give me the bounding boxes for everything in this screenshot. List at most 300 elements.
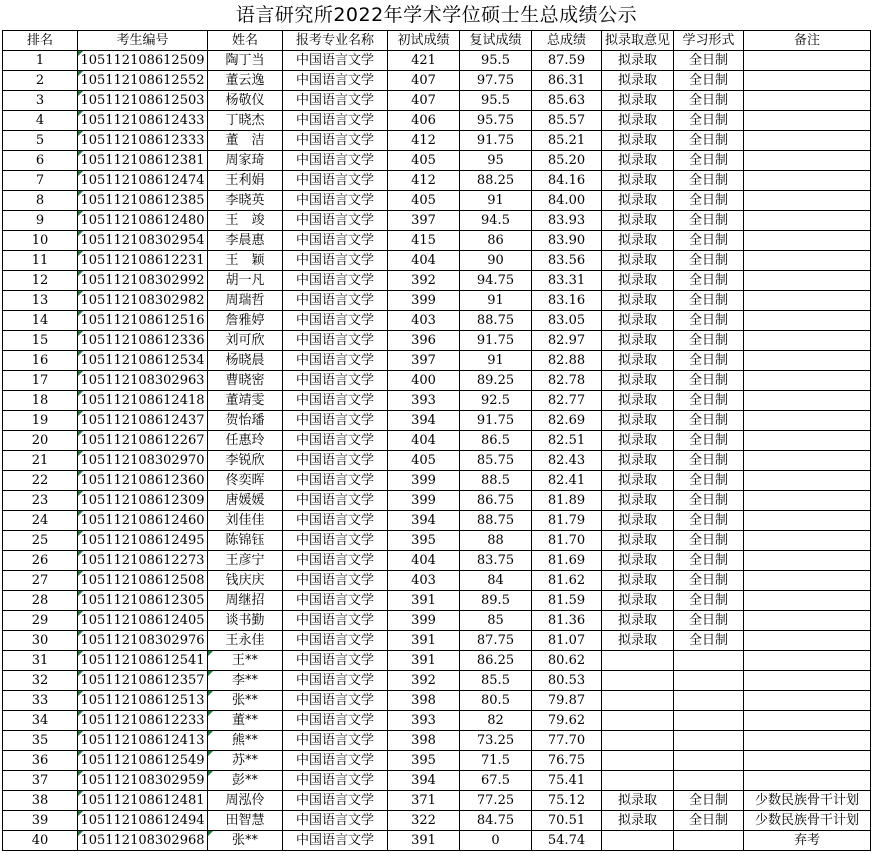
name-cell: 谈书勤 bbox=[208, 611, 283, 631]
retest-score-cell: 91.75 bbox=[460, 331, 532, 351]
total-score-cell: 85.20 bbox=[532, 151, 602, 171]
major-cell: 中国语言文学 bbox=[283, 211, 388, 231]
admission-cell: 拟录取 bbox=[602, 111, 674, 131]
study-mode-cell bbox=[674, 691, 744, 711]
name-cell: 杨敬仪 bbox=[208, 91, 283, 111]
study-mode-cell: 全日制 bbox=[674, 631, 744, 651]
admission-cell: 拟录取 bbox=[602, 391, 674, 411]
remarks-cell bbox=[744, 51, 871, 71]
remarks-cell bbox=[744, 251, 871, 271]
total-score-cell: 83.93 bbox=[532, 211, 602, 231]
total-score-cell: 82.69 bbox=[532, 411, 602, 431]
name-cell: 王永佳 bbox=[208, 631, 283, 651]
initial-score-cell: 394 bbox=[388, 771, 460, 791]
candidate-id-cell: 105112108612509 bbox=[78, 51, 208, 71]
table-row bbox=[3, 631, 871, 651]
initial-score-cell: 396 bbox=[388, 331, 460, 351]
table-row bbox=[3, 71, 871, 91]
admission-cell: 拟录取 bbox=[602, 611, 674, 631]
name-cell: 彭** bbox=[208, 771, 283, 791]
name-cell: 任惠玲 bbox=[208, 431, 283, 451]
rank-cell: 32 bbox=[3, 671, 78, 691]
major-cell: 中国语言文学 bbox=[283, 671, 388, 691]
total-score-cell: 70.51 bbox=[532, 811, 602, 831]
initial-score-cell: 399 bbox=[388, 471, 460, 491]
major-cell: 中国语言文学 bbox=[283, 651, 388, 671]
total-score-cell: 81.89 bbox=[532, 491, 602, 511]
remarks-cell bbox=[744, 411, 871, 431]
major-cell: 中国语言文学 bbox=[283, 391, 388, 411]
initial-score-cell: 405 bbox=[388, 451, 460, 471]
study-mode-cell: 全日制 bbox=[674, 311, 744, 331]
remarks-cell bbox=[744, 551, 871, 571]
major-cell: 中国语言文学 bbox=[283, 831, 388, 851]
total-score-cell: 81.70 bbox=[532, 531, 602, 551]
study-mode-cell: 全日制 bbox=[674, 111, 744, 131]
total-score-cell: 54.74 bbox=[532, 831, 602, 851]
name-cell: 王 竣 bbox=[208, 211, 283, 231]
table-row bbox=[3, 671, 871, 691]
admission-cell: 拟录取 bbox=[602, 351, 674, 371]
name-cell: 胡一凡 bbox=[208, 271, 283, 291]
rank-cell: 22 bbox=[3, 471, 78, 491]
study-mode-cell: 全日制 bbox=[674, 571, 744, 591]
candidate-id-cell: 105112108612495 bbox=[78, 531, 208, 551]
rank-cell: 2 bbox=[3, 71, 78, 91]
study-mode-cell: 全日制 bbox=[674, 231, 744, 251]
admission-cell: 拟录取 bbox=[602, 571, 674, 591]
retest-score-cell: 77.25 bbox=[460, 791, 532, 811]
study-mode-cell: 全日制 bbox=[674, 551, 744, 571]
rank-cell: 4 bbox=[3, 111, 78, 131]
total-score-cell: 83.56 bbox=[532, 251, 602, 271]
rank-cell: 33 bbox=[3, 691, 78, 711]
candidate-id-cell: 105112108302982 bbox=[78, 291, 208, 311]
candidate-id-cell: 105112108612552 bbox=[78, 71, 208, 91]
total-score-cell: 77.70 bbox=[532, 731, 602, 751]
name-cell: 丁晓杰 bbox=[208, 111, 283, 131]
major-cell: 中国语言文学 bbox=[283, 271, 388, 291]
remarks-cell bbox=[744, 691, 871, 711]
total-score-cell: 85.21 bbox=[532, 131, 602, 151]
rank-cell: 24 bbox=[3, 511, 78, 531]
total-score-cell: 85.63 bbox=[532, 91, 602, 111]
study-mode-cell: 全日制 bbox=[674, 131, 744, 151]
major-cell: 中国语言文学 bbox=[283, 551, 388, 571]
remarks-cell bbox=[744, 271, 871, 291]
candidate-id-cell: 105112108612273 bbox=[78, 551, 208, 571]
candidate-id-cell: 105112108612233 bbox=[78, 711, 208, 731]
study-mode-cell: 全日制 bbox=[674, 451, 744, 471]
col-header-remarks: 备注 bbox=[744, 31, 871, 51]
rank-cell: 14 bbox=[3, 311, 78, 331]
table-row bbox=[3, 551, 871, 571]
admission-cell: 拟录取 bbox=[602, 311, 674, 331]
remarks-cell bbox=[744, 131, 871, 151]
retest-score-cell: 97.75 bbox=[460, 71, 532, 91]
admission-cell: 拟录取 bbox=[602, 431, 674, 451]
remarks-cell bbox=[744, 611, 871, 631]
rank-cell: 34 bbox=[3, 711, 78, 731]
retest-score-cell: 85.5 bbox=[460, 671, 532, 691]
study-mode-cell bbox=[674, 651, 744, 671]
major-cell: 中国语言文学 bbox=[283, 351, 388, 371]
rank-cell: 17 bbox=[3, 371, 78, 391]
total-score-cell: 76.75 bbox=[532, 751, 602, 771]
table-row bbox=[3, 611, 871, 631]
col-header-retest-score: 复试成绩 bbox=[460, 31, 532, 51]
rank-cell: 20 bbox=[3, 431, 78, 451]
candidate-id-cell: 105112108612413 bbox=[78, 731, 208, 751]
admission-cell: 拟录取 bbox=[602, 251, 674, 271]
study-mode-cell: 全日制 bbox=[674, 371, 744, 391]
admission-cell bbox=[602, 691, 674, 711]
admission-cell: 拟录取 bbox=[602, 551, 674, 571]
study-mode-cell: 全日制 bbox=[674, 271, 744, 291]
table-header-row bbox=[3, 31, 871, 51]
admission-cell bbox=[602, 711, 674, 731]
major-cell: 中国语言文学 bbox=[283, 71, 388, 91]
table-row bbox=[3, 211, 871, 231]
rank-cell: 13 bbox=[3, 291, 78, 311]
major-cell: 中国语言文学 bbox=[283, 791, 388, 811]
name-cell: 张** bbox=[208, 691, 283, 711]
candidate-id-cell: 105112108612541 bbox=[78, 651, 208, 671]
total-score-cell: 82.77 bbox=[532, 391, 602, 411]
name-cell: 李锐欣 bbox=[208, 451, 283, 471]
rank-cell: 29 bbox=[3, 611, 78, 631]
study-mode-cell: 全日制 bbox=[674, 471, 744, 491]
table-row bbox=[3, 731, 871, 751]
retest-score-cell: 88.25 bbox=[460, 171, 532, 191]
rank-cell: 3 bbox=[3, 91, 78, 111]
retest-score-cell: 95.5 bbox=[460, 91, 532, 111]
admission-cell: 拟录取 bbox=[602, 791, 674, 811]
name-cell: 刘可欣 bbox=[208, 331, 283, 351]
admission-cell bbox=[602, 751, 674, 771]
admission-cell: 拟录取 bbox=[602, 51, 674, 71]
candidate-id-cell: 105112108612508 bbox=[78, 571, 208, 591]
col-header-admission: 拟录取意见 bbox=[602, 31, 674, 51]
candidate-id-cell: 105112108302970 bbox=[78, 451, 208, 471]
retest-score-cell: 95 bbox=[460, 151, 532, 171]
retest-score-cell: 88 bbox=[460, 531, 532, 551]
name-cell: 王 颖 bbox=[208, 251, 283, 271]
major-cell: 中国语言文学 bbox=[283, 91, 388, 111]
initial-score-cell: 407 bbox=[388, 91, 460, 111]
total-score-cell: 84.00 bbox=[532, 191, 602, 211]
remarks-cell bbox=[744, 311, 871, 331]
table-row bbox=[3, 591, 871, 611]
admission-cell: 拟录取 bbox=[602, 271, 674, 291]
rank-cell: 18 bbox=[3, 391, 78, 411]
table-row bbox=[3, 271, 871, 291]
retest-score-cell: 86.75 bbox=[460, 491, 532, 511]
initial-score-cell: 400 bbox=[388, 371, 460, 391]
total-score-cell: 87.59 bbox=[532, 51, 602, 71]
retest-score-cell: 88.75 bbox=[460, 311, 532, 331]
study-mode-cell: 全日制 bbox=[674, 491, 744, 511]
admission-cell bbox=[602, 831, 674, 851]
name-cell: 周家琦 bbox=[208, 151, 283, 171]
initial-score-cell: 391 bbox=[388, 651, 460, 671]
retest-score-cell: 91 bbox=[460, 191, 532, 211]
name-cell: 董云逸 bbox=[208, 71, 283, 91]
name-cell: 刘佳佳 bbox=[208, 511, 283, 531]
remarks-cell bbox=[744, 531, 871, 551]
admission-cell bbox=[602, 651, 674, 671]
initial-score-cell: 393 bbox=[388, 391, 460, 411]
table-row bbox=[3, 391, 871, 411]
study-mode-cell: 全日制 bbox=[674, 331, 744, 351]
remarks-cell bbox=[744, 91, 871, 111]
admission-cell bbox=[602, 771, 674, 791]
study-mode-cell bbox=[674, 671, 744, 691]
table-row bbox=[3, 191, 871, 211]
initial-score-cell: 405 bbox=[388, 151, 460, 171]
rank-cell: 8 bbox=[3, 191, 78, 211]
admission-cell: 拟录取 bbox=[602, 211, 674, 231]
name-cell: 王** bbox=[208, 651, 283, 671]
total-score-cell: 82.43 bbox=[532, 451, 602, 471]
table-row bbox=[3, 91, 871, 111]
total-score-cell: 83.16 bbox=[532, 291, 602, 311]
remarks-cell bbox=[744, 471, 871, 491]
table-row bbox=[3, 371, 871, 391]
retest-score-cell: 90 bbox=[460, 251, 532, 271]
rank-cell: 36 bbox=[3, 751, 78, 771]
total-score-cell: 82.97 bbox=[532, 331, 602, 351]
admission-cell bbox=[602, 671, 674, 691]
name-cell: 陈锦钰 bbox=[208, 531, 283, 551]
table-row bbox=[3, 51, 871, 71]
total-score-cell: 84.16 bbox=[532, 171, 602, 191]
col-header-study-mode: 学习形式 bbox=[674, 31, 744, 51]
study-mode-cell: 全日制 bbox=[674, 611, 744, 631]
remarks-cell bbox=[744, 71, 871, 91]
initial-score-cell: 394 bbox=[388, 411, 460, 431]
retest-score-cell: 89.5 bbox=[460, 591, 532, 611]
rank-cell: 25 bbox=[3, 531, 78, 551]
name-cell: 周泓伶 bbox=[208, 791, 283, 811]
initial-score-cell: 398 bbox=[388, 691, 460, 711]
candidate-id-cell: 105112108612460 bbox=[78, 511, 208, 531]
admission-cell: 拟录取 bbox=[602, 131, 674, 151]
candidate-id-cell: 105112108612360 bbox=[78, 471, 208, 491]
initial-score-cell: 391 bbox=[388, 831, 460, 851]
study-mode-cell: 全日制 bbox=[674, 71, 744, 91]
col-header-name: 姓名 bbox=[208, 31, 283, 51]
major-cell: 中国语言文学 bbox=[283, 151, 388, 171]
remarks-cell bbox=[744, 231, 871, 251]
major-cell: 中国语言文学 bbox=[283, 471, 388, 491]
retest-score-cell: 91.75 bbox=[460, 411, 532, 431]
table-row bbox=[3, 431, 871, 451]
rank-cell: 35 bbox=[3, 731, 78, 751]
candidate-id-cell: 105112108612481 bbox=[78, 791, 208, 811]
total-score-cell: 80.62 bbox=[532, 651, 602, 671]
study-mode-cell: 全日制 bbox=[674, 151, 744, 171]
candidate-id-cell: 105112108612405 bbox=[78, 611, 208, 631]
major-cell: 中国语言文学 bbox=[283, 611, 388, 631]
name-cell: 田智慧 bbox=[208, 811, 283, 831]
rank-cell: 39 bbox=[3, 811, 78, 831]
total-score-cell: 81.69 bbox=[532, 551, 602, 571]
admission-cell: 拟录取 bbox=[602, 371, 674, 391]
total-score-cell: 79.62 bbox=[532, 711, 602, 731]
rank-cell: 9 bbox=[3, 211, 78, 231]
admission-cell: 拟录取 bbox=[602, 591, 674, 611]
candidate-id-cell: 105112108612503 bbox=[78, 91, 208, 111]
retest-score-cell: 73.25 bbox=[460, 731, 532, 751]
study-mode-cell bbox=[674, 711, 744, 731]
study-mode-cell: 全日制 bbox=[674, 191, 744, 211]
rank-cell: 10 bbox=[3, 231, 78, 251]
initial-score-cell: 415 bbox=[388, 231, 460, 251]
retest-score-cell: 88.5 bbox=[460, 471, 532, 491]
total-score-cell: 82.78 bbox=[532, 371, 602, 391]
rank-cell: 21 bbox=[3, 451, 78, 471]
candidate-id-cell: 105112108612309 bbox=[78, 491, 208, 511]
retest-score-cell: 0 bbox=[460, 831, 532, 851]
initial-score-cell: 394 bbox=[388, 511, 460, 531]
total-score-cell: 82.88 bbox=[532, 351, 602, 371]
major-cell: 中国语言文学 bbox=[283, 331, 388, 351]
study-mode-cell: 全日制 bbox=[674, 291, 744, 311]
retest-score-cell: 86.25 bbox=[460, 651, 532, 671]
major-cell: 中国语言文学 bbox=[283, 531, 388, 551]
rank-cell: 27 bbox=[3, 571, 78, 591]
remarks-cell bbox=[744, 351, 871, 371]
initial-score-cell: 398 bbox=[388, 731, 460, 751]
rank-cell: 6 bbox=[3, 151, 78, 171]
initial-score-cell: 395 bbox=[388, 751, 460, 771]
table-row bbox=[3, 351, 871, 371]
remarks-cell bbox=[744, 191, 871, 211]
total-score-cell: 86.31 bbox=[532, 71, 602, 91]
col-header-rank: 排名 bbox=[3, 31, 78, 51]
initial-score-cell: 391 bbox=[388, 631, 460, 651]
major-cell: 中国语言文学 bbox=[283, 491, 388, 511]
major-cell: 中国语言文学 bbox=[283, 51, 388, 71]
admission-cell: 拟录取 bbox=[602, 811, 674, 831]
retest-score-cell: 87.75 bbox=[460, 631, 532, 651]
rank-cell: 38 bbox=[3, 791, 78, 811]
retest-score-cell: 85.75 bbox=[460, 451, 532, 471]
name-cell: 张** bbox=[208, 831, 283, 851]
table-row bbox=[3, 531, 871, 551]
table-row bbox=[3, 411, 871, 431]
major-cell: 中国语言文学 bbox=[283, 191, 388, 211]
score-table bbox=[2, 30, 871, 851]
remarks-cell bbox=[744, 511, 871, 531]
initial-score-cell: 412 bbox=[388, 131, 460, 151]
retest-score-cell: 91 bbox=[460, 351, 532, 371]
table-row bbox=[3, 471, 871, 491]
name-cell: 钱庆庆 bbox=[208, 571, 283, 591]
major-cell: 中国语言文学 bbox=[283, 771, 388, 791]
admission-cell: 拟录取 bbox=[602, 71, 674, 91]
total-score-cell: 81.62 bbox=[532, 571, 602, 591]
major-cell: 中国语言文学 bbox=[283, 691, 388, 711]
candidate-id-cell: 105112108612480 bbox=[78, 211, 208, 231]
name-cell: 王彦宁 bbox=[208, 551, 283, 571]
name-cell: 佟奕晖 bbox=[208, 471, 283, 491]
candidate-id-cell: 105112108612305 bbox=[78, 591, 208, 611]
study-mode-cell bbox=[674, 731, 744, 751]
major-cell: 中国语言文学 bbox=[283, 311, 388, 331]
initial-score-cell: 404 bbox=[388, 251, 460, 271]
remarks-cell bbox=[744, 211, 871, 231]
admission-cell: 拟录取 bbox=[602, 411, 674, 431]
table-row bbox=[3, 571, 871, 591]
total-score-cell: 79.87 bbox=[532, 691, 602, 711]
table-row bbox=[3, 111, 871, 131]
remarks-cell bbox=[744, 291, 871, 311]
study-mode-cell: 全日制 bbox=[674, 351, 744, 371]
rank-cell: 26 bbox=[3, 551, 78, 571]
total-score-cell: 75.41 bbox=[532, 771, 602, 791]
initial-score-cell: 399 bbox=[388, 291, 460, 311]
table-row bbox=[3, 231, 871, 251]
table-row bbox=[3, 511, 871, 531]
total-score-cell: 81.59 bbox=[532, 591, 602, 611]
table-row bbox=[3, 751, 871, 771]
candidate-id-cell: 105112108612474 bbox=[78, 171, 208, 191]
candidate-id-cell: 105112108302963 bbox=[78, 371, 208, 391]
initial-score-cell: 371 bbox=[388, 791, 460, 811]
table-row bbox=[3, 491, 871, 511]
table-row bbox=[3, 131, 871, 151]
initial-score-cell: 393 bbox=[388, 711, 460, 731]
table-row bbox=[3, 451, 871, 471]
rank-cell: 31 bbox=[3, 651, 78, 671]
retest-score-cell: 84.75 bbox=[460, 811, 532, 831]
table-row bbox=[3, 831, 871, 851]
admission-cell: 拟录取 bbox=[602, 91, 674, 111]
table-row bbox=[3, 171, 871, 191]
table-row bbox=[3, 811, 871, 831]
total-score-cell: 81.36 bbox=[532, 611, 602, 631]
initial-score-cell: 421 bbox=[388, 51, 460, 71]
total-score-cell: 82.41 bbox=[532, 471, 602, 491]
total-score-cell: 75.12 bbox=[532, 791, 602, 811]
initial-score-cell: 399 bbox=[388, 611, 460, 631]
rank-cell: 11 bbox=[3, 251, 78, 271]
candidate-id-cell: 105112108302976 bbox=[78, 631, 208, 651]
initial-score-cell: 406 bbox=[388, 111, 460, 131]
study-mode-cell: 全日制 bbox=[674, 391, 744, 411]
retest-score-cell: 94.5 bbox=[460, 211, 532, 231]
candidate-id-cell: 105112108302968 bbox=[78, 831, 208, 851]
col-header-candidate-id: 考生编号 bbox=[78, 31, 208, 51]
remarks-cell bbox=[744, 651, 871, 671]
table-row bbox=[3, 331, 871, 351]
col-header-initial-score: 初试成绩 bbox=[388, 31, 460, 51]
admission-cell: 拟录取 bbox=[602, 191, 674, 211]
remarks-cell bbox=[744, 331, 871, 351]
table-row bbox=[3, 251, 871, 271]
name-cell: 李晨惠 bbox=[208, 231, 283, 251]
remarks-cell bbox=[744, 391, 871, 411]
rank-cell: 12 bbox=[3, 271, 78, 291]
table-row bbox=[3, 651, 871, 671]
name-cell: 董靖雯 bbox=[208, 391, 283, 411]
major-cell: 中国语言文学 bbox=[283, 631, 388, 651]
remarks-cell bbox=[744, 731, 871, 751]
rank-cell: 40 bbox=[3, 831, 78, 851]
major-cell: 中国语言文学 bbox=[283, 411, 388, 431]
